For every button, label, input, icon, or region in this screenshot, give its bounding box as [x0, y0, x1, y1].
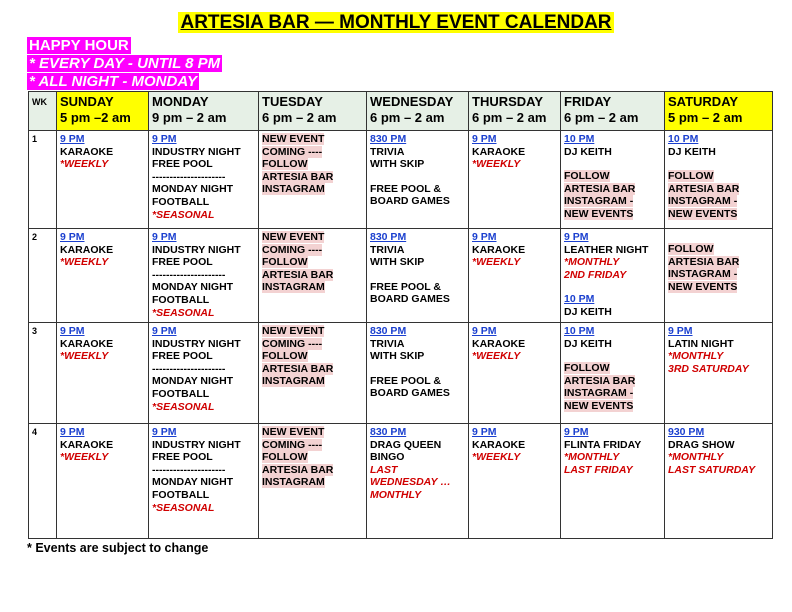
event-cell-sunday — [57, 131, 149, 229]
happy-hour-heading: HAPPY HOUR — [29, 37, 129, 54]
event-line: TRIVIA — [370, 243, 405, 256]
instagram-notice: FOLLOW — [262, 158, 308, 171]
week-column-header: WK — [29, 92, 57, 131]
event-line: --------------------- — [152, 170, 226, 183]
line-spacer — [564, 158, 661, 170]
event-note: MONTHLY — [370, 488, 422, 501]
event-cell-monday — [149, 131, 259, 229]
event-time: 9 PM — [668, 325, 693, 337]
line-spacer — [370, 363, 465, 375]
event-line: BINGO — [370, 451, 405, 464]
event-line: WITH SKIP — [370, 350, 425, 363]
event-cell-tuesday — [259, 323, 367, 424]
day-header-monday: MONDAY 9 pm – 2 am — [149, 92, 259, 131]
event-note: *WEEKLY — [472, 158, 521, 171]
week-number: 2 — [29, 229, 57, 323]
event-line: MONDAY NIGHT — [152, 476, 234, 489]
event-note: *WEEKLY — [60, 158, 109, 171]
event-cell-wednesday — [367, 131, 469, 229]
event-cell-saturday — [665, 229, 773, 323]
event-time: 9 PM — [152, 133, 177, 145]
event-line: --------------------- — [152, 463, 226, 476]
event-cell-friday — [561, 424, 665, 539]
event-line: BOARD GAMES — [370, 195, 450, 208]
event-line: FOOTBALL — [152, 293, 210, 306]
event-time: 9 PM — [472, 325, 497, 337]
event-calendar-table — [28, 91, 773, 539]
event-line: FREE POOL — [152, 256, 213, 269]
event-note: *MONTHLY — [668, 350, 724, 363]
event-note: 2ND FRIDAY — [564, 268, 627, 281]
event-time: 830 PM — [370, 133, 407, 145]
week-row — [29, 229, 773, 323]
week-row — [29, 424, 773, 539]
event-line: KARAOKE — [472, 438, 526, 451]
instagram-notice: FOLLOW — [262, 451, 308, 464]
event-line: KARAOKE — [472, 243, 526, 256]
event-line: BOARD GAMES — [370, 387, 450, 400]
event-cell-thursday — [469, 131, 561, 229]
event-cell-monday — [149, 323, 259, 424]
event-line: FREE POOL & — [370, 182, 441, 195]
event-line: --------------------- — [152, 268, 226, 281]
event-time: 9 PM — [60, 426, 85, 438]
event-note: *WEEKLY — [472, 451, 521, 464]
instagram-notice: ARTESIA BAR — [262, 463, 334, 476]
event-time: 9 PM — [564, 426, 589, 438]
event-time: 9 PM — [152, 426, 177, 438]
event-note: *SEASONAL — [152, 208, 215, 221]
event-line: KARAOKE — [60, 243, 114, 256]
footer-note: * Events are subject to change — [27, 541, 209, 555]
line-spacer — [668, 231, 769, 243]
week-row — [29, 131, 773, 229]
calendar-body — [29, 131, 773, 539]
instagram-notice: FOLLOW — [262, 350, 308, 363]
instagram-notice: ARTESIA BAR — [262, 268, 334, 281]
event-note: *WEEKLY — [60, 451, 109, 464]
instagram-notice: FOLLOW — [262, 256, 308, 269]
event-cell-tuesday — [259, 424, 367, 539]
day-header-tuesday: TUESDAY 6 pm – 2 am — [259, 92, 367, 131]
event-line: KARAOKE — [472, 337, 526, 350]
event-line: --------------------- — [152, 362, 226, 375]
event-cell-friday — [561, 323, 665, 424]
event-note: *SEASONAL — [152, 400, 215, 413]
event-line: DRAG SHOW — [668, 438, 735, 451]
event-line: WITH SKIP — [370, 158, 425, 171]
instagram-notice: FOLLOW — [564, 362, 610, 375]
instagram-notice: ARTESIA BAR — [564, 182, 636, 195]
day-header-sunday: SUNDAY 5 pm –2 am — [57, 92, 149, 131]
event-cell-wednesday — [367, 424, 469, 539]
happy-hour-line: * EVERY DAY - UNTIL 8 PM — [29, 55, 221, 72]
instagram-notice: INSTAGRAM - — [564, 195, 634, 208]
event-note: WEDNESDAY … — [370, 476, 451, 489]
event-note: 3RD SATURDAY — [668, 362, 749, 375]
event-line: WITH SKIP — [370, 256, 425, 269]
event-line: KARAOKE — [60, 337, 114, 350]
event-cell-friday — [561, 229, 665, 323]
instagram-notice: INSTAGRAM - — [668, 268, 738, 281]
event-line: FOOTBALL — [152, 488, 210, 501]
event-note: LAST — [370, 463, 398, 476]
event-time: 9 PM — [152, 325, 177, 337]
event-cell-sunday — [57, 323, 149, 424]
event-line: MONDAY NIGHT — [152, 375, 234, 388]
event-cell-thursday — [469, 424, 561, 539]
event-note: *WEEKLY — [472, 350, 521, 363]
event-line: KARAOKE — [60, 438, 114, 451]
event-line: FREE POOL — [152, 158, 213, 171]
event-line: MONDAY NIGHT — [152, 183, 234, 196]
event-line: FREE POOL & — [370, 374, 441, 387]
event-time: 9 PM — [60, 231, 85, 243]
instagram-notice: NEW EVENT — [262, 325, 325, 337]
week-row — [29, 323, 773, 424]
instagram-notice: ARTESIA BAR — [564, 374, 636, 387]
week-number: 3 — [29, 323, 57, 424]
event-line: TRIVIA — [370, 145, 405, 158]
event-cell-friday — [561, 131, 665, 229]
line-spacer — [564, 350, 661, 362]
event-cell-sunday — [57, 229, 149, 323]
event-cell-saturday — [665, 424, 773, 539]
instagram-notice: ARTESIA BAR — [668, 182, 740, 195]
instagram-notice: ARTESIA BAR — [262, 170, 334, 183]
happy-hour-line: * ALL NIGHT - MONDAY — [29, 73, 198, 90]
event-note: *SEASONAL — [152, 306, 215, 319]
event-cell-saturday — [665, 323, 773, 424]
event-line: LEATHER NIGHT — [564, 243, 649, 256]
event-time: 10 PM — [564, 293, 595, 306]
event-line: MONDAY NIGHT — [152, 281, 234, 294]
event-note: *WEEKLY — [60, 350, 109, 363]
event-line: INDUSTRY NIGHT — [152, 145, 241, 158]
event-line: FREE POOL & — [370, 280, 441, 293]
instagram-notice: INSTAGRAM — [262, 281, 325, 294]
event-note: *MONTHLY — [564, 451, 620, 464]
calendar-title: ARTESIA BAR — MONTHLY EVENT CALENDAR — [180, 12, 612, 33]
instagram-notice: INSTAGRAM — [262, 476, 325, 489]
header-row — [29, 92, 773, 131]
event-line: FOOTBALL — [152, 387, 210, 400]
event-cell-wednesday — [367, 323, 469, 424]
instagram-notice: INSTAGRAM — [262, 375, 325, 388]
instagram-notice: FOLLOW — [668, 243, 714, 255]
event-line: FOOTBALL — [152, 195, 210, 208]
day-header-friday: FRIDAY 6 pm – 2 am — [561, 92, 665, 131]
event-line: FLINTA FRIDAY — [564, 438, 642, 451]
event-time: 9 PM — [472, 133, 497, 145]
instagram-notice: INSTAGRAM — [262, 183, 325, 196]
event-time: 9 PM — [564, 231, 589, 243]
event-time: 9 PM — [472, 426, 497, 438]
event-time: 9 PM — [152, 231, 177, 243]
instagram-notice: NEW EVENT — [262, 231, 325, 243]
event-note: *WEEKLY — [60, 256, 109, 269]
instagram-notice: INSTAGRAM - — [564, 387, 634, 400]
instagram-notice: NEW EVENTS — [668, 280, 738, 293]
event-line: FREE POOL — [152, 451, 213, 464]
day-header-saturday: SATURDAY 5 pm – 2 am — [665, 92, 773, 131]
event-line: DJ KEITH — [564, 337, 612, 350]
event-note: LAST FRIDAY — [564, 463, 633, 476]
event-time: 10 PM — [564, 133, 595, 145]
event-time: 830 PM — [370, 231, 407, 243]
event-cell-tuesday — [259, 229, 367, 323]
instagram-notice: FOLLOW — [564, 170, 610, 183]
event-time: 830 PM — [370, 325, 407, 337]
instagram-notice: NEW EVENT — [262, 426, 325, 438]
event-time: 9 PM — [60, 325, 85, 337]
event-time: 10 PM — [564, 325, 595, 337]
event-line: KARAOKE — [472, 145, 526, 158]
week-number: 1 — [29, 131, 57, 229]
day-header-thursday: THURSDAY 6 pm – 2 am — [469, 92, 561, 131]
event-note: *SEASONAL — [152, 501, 215, 514]
event-note: *WEEKLY — [472, 256, 521, 269]
instagram-notice: FOLLOW — [668, 170, 714, 183]
event-cell-monday — [149, 229, 259, 323]
instagram-notice: COMING ---- — [262, 438, 323, 451]
instagram-notice: COMING ---- — [262, 243, 323, 256]
event-note: *MONTHLY — [564, 256, 620, 269]
line-spacer — [370, 269, 465, 281]
event-line: KARAOKE — [60, 145, 114, 158]
instagram-notice: NEW EVENTS — [564, 399, 634, 412]
event-cell-thursday — [469, 229, 561, 323]
event-time: 10 PM — [668, 133, 699, 145]
event-line: DRAG QUEEN — [370, 438, 442, 451]
event-cell-saturday — [665, 131, 773, 229]
event-line: BOARD GAMES — [370, 293, 450, 306]
line-spacer — [370, 171, 465, 183]
event-cell-monday — [149, 424, 259, 539]
event-cell-wednesday — [367, 229, 469, 323]
instagram-notice: ARTESIA BAR — [668, 255, 740, 268]
event-line: FREE POOL — [152, 350, 213, 363]
instagram-notice: INSTAGRAM - — [668, 195, 738, 208]
day-header-wednesday: WEDNESDAY 6 pm – 2 am — [367, 92, 469, 131]
event-cell-sunday — [57, 424, 149, 539]
instagram-notice: COMING ---- — [262, 145, 323, 158]
event-line: LATIN NIGHT — [668, 337, 734, 350]
instagram-notice: NEW EVENT — [262, 133, 325, 145]
event-line: INDUSTRY NIGHT — [152, 438, 241, 451]
instagram-notice: ARTESIA BAR — [262, 362, 334, 375]
event-line: TRIVIA — [370, 337, 405, 350]
happy-hour-block — [27, 37, 222, 91]
event-line: DJ KEITH — [564, 305, 612, 318]
event-cell-tuesday — [259, 131, 367, 229]
line-spacer — [564, 281, 661, 293]
event-time: 9 PM — [60, 133, 85, 145]
instagram-notice: NEW EVENTS — [668, 207, 738, 220]
event-time: 930 PM — [668, 426, 705, 438]
line-spacer — [668, 158, 769, 170]
event-line: INDUSTRY NIGHT — [152, 243, 241, 256]
event-cell-thursday — [469, 323, 561, 424]
event-time: 9 PM — [472, 231, 497, 243]
event-line: DJ KEITH — [668, 145, 716, 158]
instagram-notice: NEW EVENTS — [564, 207, 634, 220]
event-line: DJ KEITH — [564, 145, 612, 158]
event-time: 830 PM — [370, 426, 407, 438]
event-note: LAST SATURDAY — [668, 463, 756, 476]
event-line: INDUSTRY NIGHT — [152, 337, 241, 350]
week-number: 4 — [29, 424, 57, 539]
event-note: *MONTHLY — [668, 451, 724, 464]
instagram-notice: COMING ---- — [262, 337, 323, 350]
